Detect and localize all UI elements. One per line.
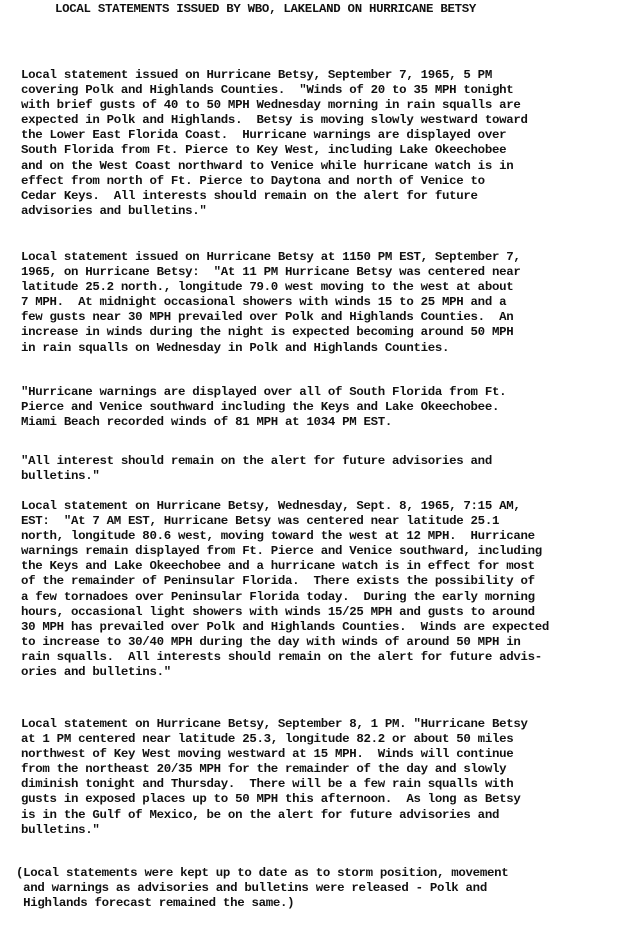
statement-sept8-1pm: Local statement on Hurricane Betsy, September 8, 1 PM. "Hurricane Betsy at 1 PM centered near latitude 25.3, longitude 82.2 or about 50 miles northwest of Key West moving westward at 15 MPH. Winds will continue from the northeast 20/35 MPH for the remainder of the day and slowly diminish tonight and Thursday. There will be a few rain squalls with gusts in exposed places up to 50 MPH this afternoon. As long as Betsy is in the Gulf of Mexico, be on the alert for future advisories and bulletins." xyxy=(21,717,528,837)
statement-sept7-1150pm: Local statement issued on Hurricane Betsy at 1150 PM EST, September 7, 1965, on Hurricane Betsy: "At 11 PM Hurricane Betsy was centered near latitude 25.2 north., longitude 79.0 west moving to the west at about 7 MPH. At midnight occasional showers with winds 15 to 25 MPH and a few gusts near 30 MPH prevailed over Polk and Highlands Counties. An increase in winds during the night is expected becoming around 50 MPH in rain squalls on Wednesday in Polk and Highlands Counties. xyxy=(21,250,521,355)
statement-alert-paragraph: "All interest should remain on the alert for future advisories and bulletins." xyxy=(21,454,492,484)
statement-sept8-715am: Local statement on Hurricane Betsy, Wednesday, Sept. 8, 1965, 7:15 AM, EST: "At 7 AM EST, Hurricane Betsy was centered near latitude 25.1 north, longitude 80.6 west, moving toward the west at 12 MPH. Hurricane warnings remain displayed from Ft. Pierce and Venice southward, including the Keys and Lake Okeechobee and a hurricane watch is in effect for most of the remainder of Peninsular Florida. There exists the possibility of a few tornadoes over Peninsular Florida today. During the early morning hours, occasional light showers with winds 15/25 MPH and gusts to around 30 MPH has prevailed over Polk and Highlands Counties. Winds are expected to increase to 30/40 MPH during the day with winds of around 50 MPH in rain squalls. All interests should remain on the alert for future advis- ories and bulletins." xyxy=(21,499,550,680)
statement-sept7-5pm: Local statement issued on Hurricane Betsy, September 7, 1965, 5 PM covering Polk and Highlands Counties. "Winds of 20 to 35 MPH tonight with brief gusts of 40 to 50 MPH Wednesday morning in rain squalls are expected in Polk and Highlands. Betsy is moving slowly westward toward the Lower East Florida Coast. Hurricane warnings are displayed over South Florida from Ft. Pierce to Key West, including Lake Okeechobee and on the West Coast northward to Venice while hurricane watch is in effect from north of Ft. Pierce to Daytona and north of Venice to Cedar Keys. All interests should remain on the alert for future advisories and bulletins." xyxy=(21,68,528,218)
document-title: LOCAL STATEMENTS ISSUED BY WBO, LAKELAND ON HURRICANE BETSY xyxy=(55,2,477,16)
closing-note: (Local statements were kept up to date as to storm position, movement and warnings as advisories and bulletins were released - Polk and Highlands forecast remained the same.) xyxy=(16,866,509,911)
statement-warnings-paragraph: "Hurricane warnings are displayed over all of South Florida from Ft. Pierce and Venice southward including the Keys and Lake Okeechobee. Miami Beach recorded winds of 81 MPH at 1034 PM EST. xyxy=(21,385,507,430)
